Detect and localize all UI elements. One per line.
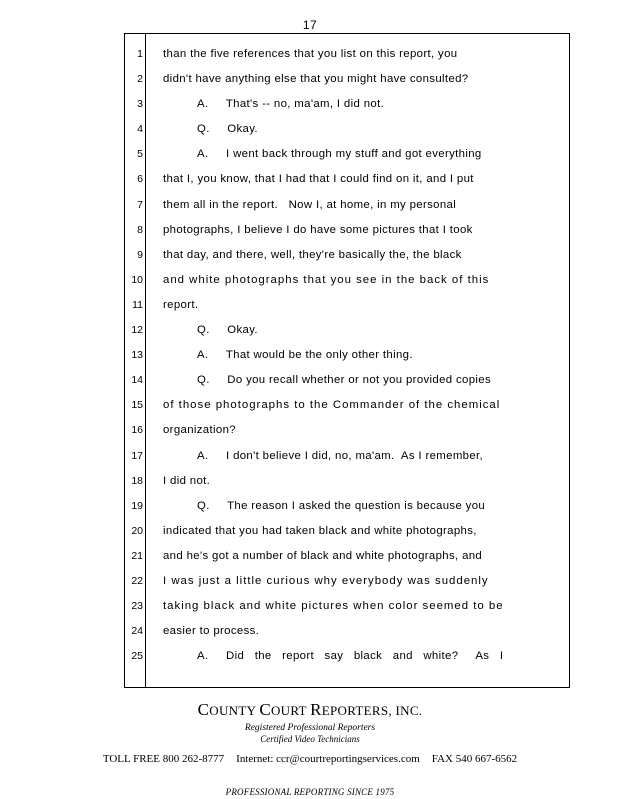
line-number: 9	[137, 248, 143, 261]
line-text: I did not.	[163, 474, 211, 487]
toll-free-label: TOLL FREE	[102, 753, 160, 765]
line-number: 3	[137, 98, 143, 111]
fax-number: 540 667-6562	[455, 753, 518, 765]
line-text: organization?	[163, 424, 236, 437]
page-footer	[0, 700, 620, 797]
toll-free-number: 800 262-8777	[162, 753, 225, 765]
line-number: 24	[131, 625, 143, 638]
line-text: that day, and there, well, they're basically the, the black	[163, 248, 462, 261]
line-number: 19	[131, 499, 143, 512]
transcript-line	[124, 69, 570, 94]
line-number: 21	[131, 549, 143, 562]
footer-company-comma: ,	[388, 703, 396, 718]
line-number: 4	[137, 123, 143, 136]
line-number: 14	[131, 374, 143, 387]
line-text: A. That would be the only other thing.	[197, 349, 413, 362]
transcript-line	[124, 370, 570, 395]
transcript-line	[124, 245, 570, 270]
line-number: 15	[131, 399, 143, 412]
line-text: A. I went back through my stuff and got everything	[197, 148, 482, 161]
transcript-line	[124, 220, 570, 245]
line-text: I was just a little curious why everybody was suddenly	[163, 574, 489, 587]
line-number: 12	[131, 324, 143, 337]
footer-company-c1: C	[197, 700, 210, 719]
transcript-line	[124, 621, 570, 646]
transcript-line	[124, 345, 570, 370]
transcript-line	[124, 596, 570, 621]
internet-label: Internet:	[236, 753, 274, 765]
internet-email[interactable]: ccr@courtreportingservices.com	[276, 753, 420, 765]
fax-label: FAX	[431, 753, 453, 765]
footer-company-c3-rest: EPORTERS	[321, 703, 389, 718]
footer-company-inc: INC.	[395, 703, 423, 718]
line-number: 18	[131, 474, 143, 487]
line-text: didn't have anything else that you might have consulted?	[163, 73, 469, 86]
line-number: 20	[131, 524, 143, 537]
line-number: 2	[137, 73, 143, 86]
line-number: 1	[137, 48, 143, 60]
footer-contact-line	[0, 753, 620, 765]
line-number: 11	[132, 298, 143, 311]
transcript-line	[124, 144, 570, 169]
transcript-line	[124, 119, 570, 144]
line-text: Q. The reason I asked the question is because you	[197, 499, 486, 512]
footer-company-c3: R	[310, 700, 322, 719]
footer-company-c2-rest: OURT	[270, 703, 311, 718]
line-number: 16	[131, 424, 143, 437]
transcript-line	[124, 496, 570, 521]
transcript-line	[124, 646, 570, 671]
line-number: 13	[131, 349, 143, 362]
transcript-line	[124, 471, 570, 496]
line-text: indicated that you had taken black and white photographs,	[163, 524, 477, 537]
line-text: and he's got a number of black and white photographs, and	[163, 549, 483, 562]
line-text: A. I don't believe I did, no, ma'am. As I remember,	[197, 449, 484, 462]
line-number: 7	[137, 198, 143, 211]
transcript-line	[124, 295, 570, 320]
footer-subtitle-certified: Certified Video Technicians	[260, 734, 360, 744]
line-number: 25	[131, 650, 143, 663]
line-text: easier to process.	[163, 625, 260, 638]
transcript-line	[124, 395, 570, 420]
line-text: taking black and white pictures when color seemed to be	[163, 600, 504, 613]
line-text: than the five references that you list on this report, you	[163, 48, 458, 60]
line-number: 5	[137, 148, 143, 161]
line-text: of those photographs to the Commander of the chemical	[163, 399, 501, 412]
line-text: A. Did the report say black and white? As I	[197, 650, 504, 663]
transcript-line	[124, 44, 570, 69]
transcript-line	[124, 546, 570, 571]
transcript-line	[124, 446, 570, 471]
transcript-lines	[124, 44, 570, 684]
footer-company-c1-rest: OUNTY	[209, 703, 260, 718]
transcript-line	[124, 270, 570, 295]
transcript-line	[124, 169, 570, 194]
line-text: photographs, I believe I do have some pictures that I took	[163, 223, 473, 236]
transcript-line	[124, 94, 570, 119]
transcript-line	[124, 195, 570, 220]
footer-tagline: PROFESSIONAL REPORTING SINCE 1975	[225, 787, 395, 797]
transcript-line	[124, 571, 570, 596]
line-text: report.	[163, 298, 199, 311]
line-text: them all in the report. Now I, at home, in my personal	[163, 198, 457, 211]
line-text: Q. Do you recall whether or not you provided copies	[197, 374, 492, 387]
footer-company-name	[0, 700, 620, 720]
line-text: that I, you know, that I had that I could find on it, and I put	[163, 173, 474, 186]
line-text: Q. Okay.	[197, 324, 258, 337]
line-number: 8	[137, 223, 143, 236]
line-number: 6	[137, 173, 143, 186]
line-number: 23	[131, 600, 143, 613]
line-number: 17	[131, 449, 143, 462]
footer-subtitle-registered: Registered Professional Reporters	[244, 723, 376, 733]
line-text: and white photographs that you see in the back of this	[163, 273, 490, 286]
transcript-line	[124, 420, 570, 445]
footer-company-c2: C	[259, 700, 271, 719]
transcript-line	[124, 521, 570, 546]
line-number: 22	[131, 574, 143, 587]
transcript-line	[124, 320, 570, 345]
page-number: 17	[302, 18, 318, 32]
line-text: Q. Okay.	[197, 123, 258, 136]
line-text: A. That's -- no, ma'am, I did not.	[197, 98, 385, 111]
line-number: 10	[131, 273, 143, 286]
